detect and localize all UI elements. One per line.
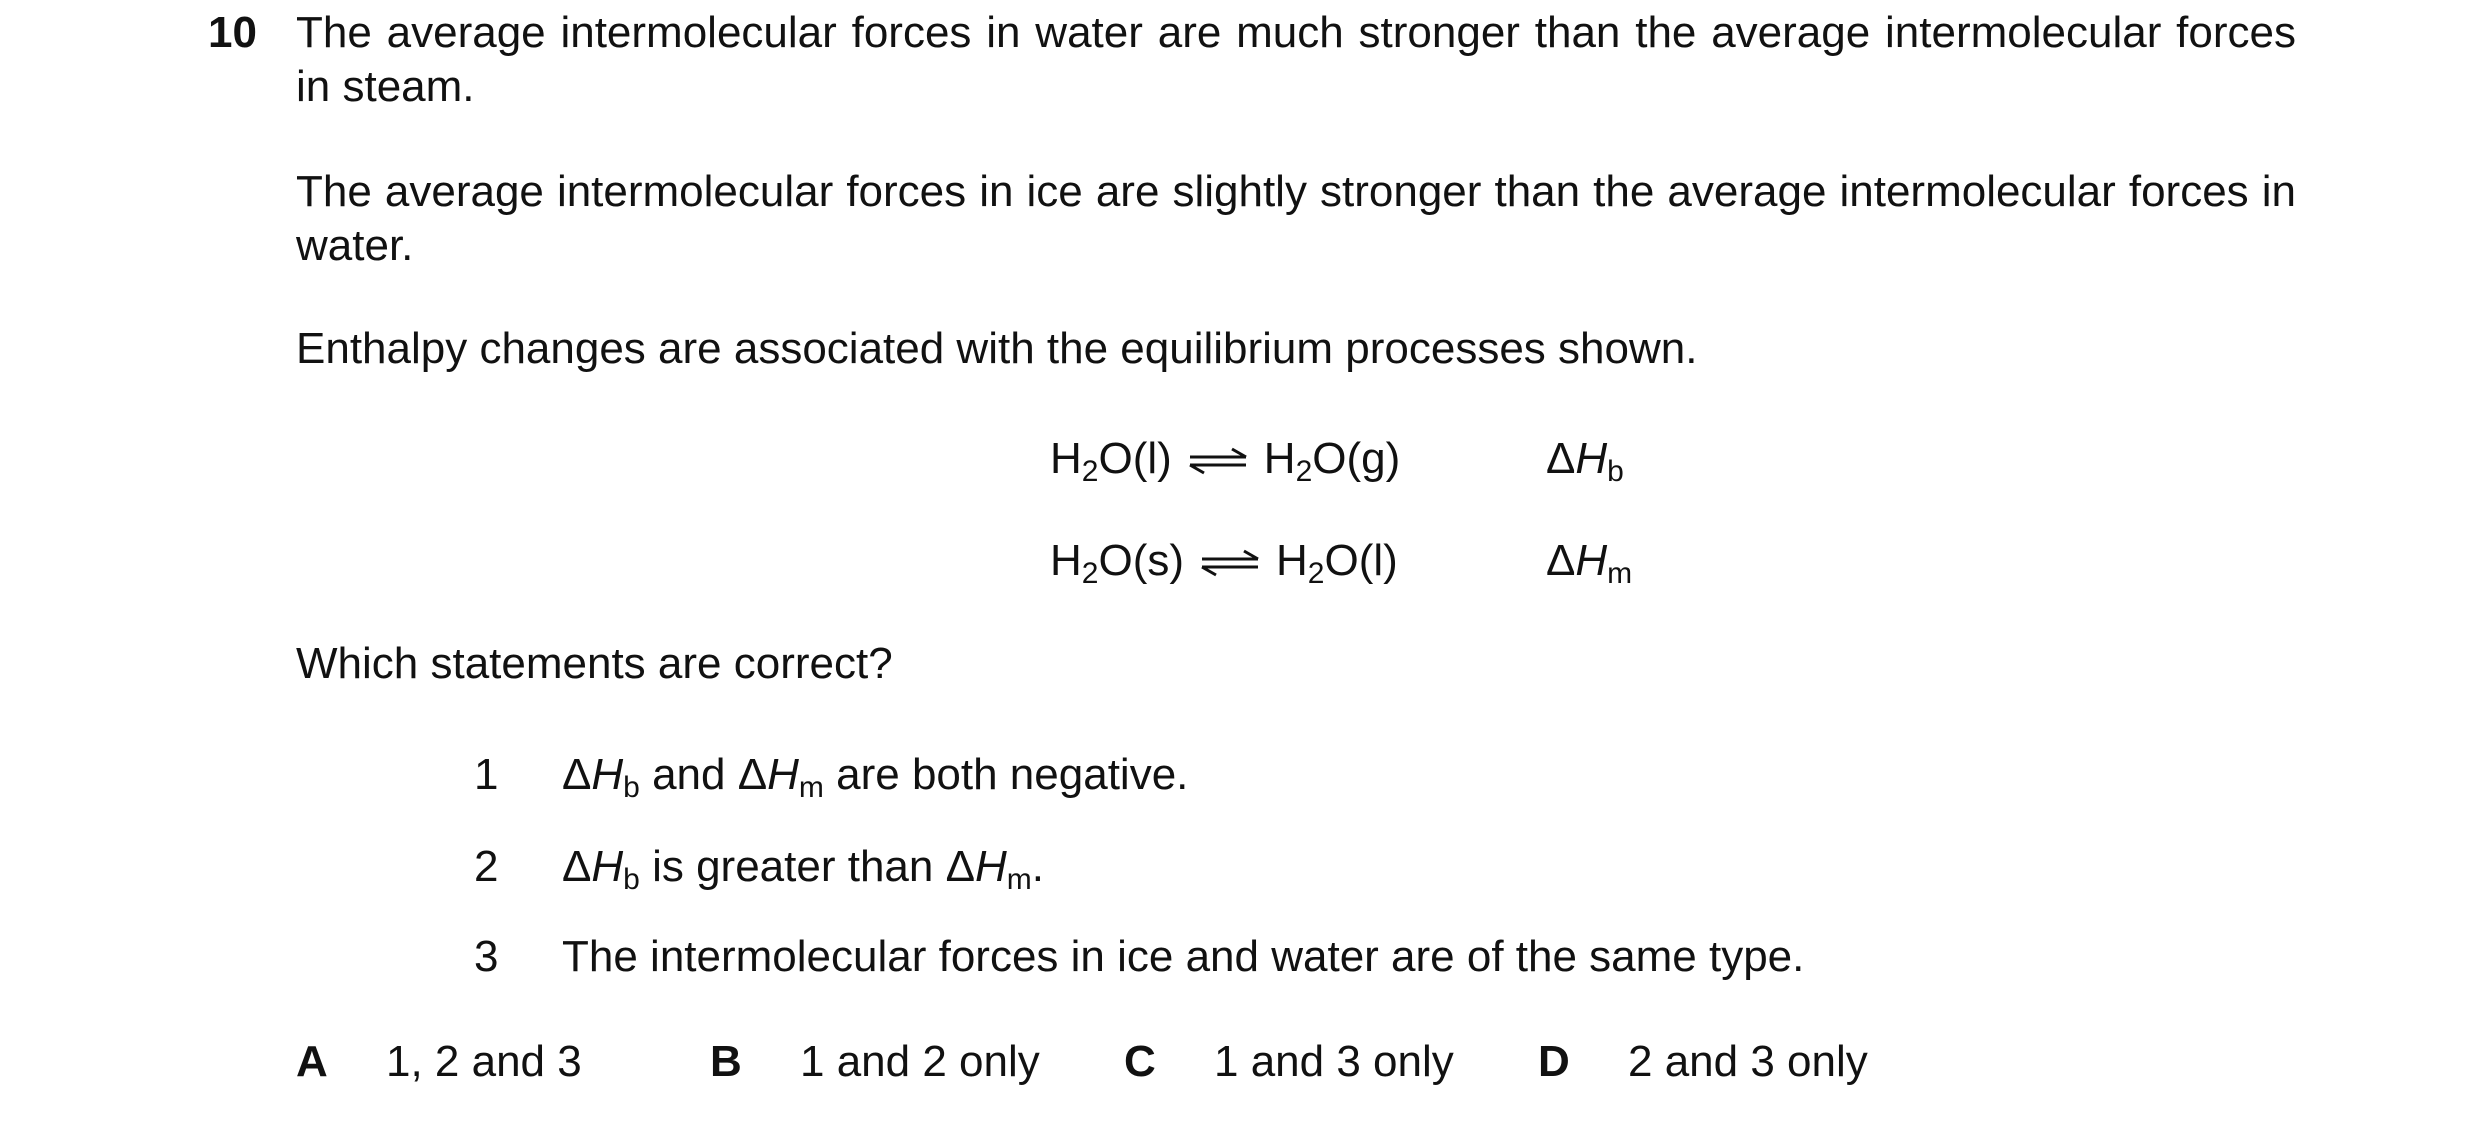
option-a-text[interactable]: 1, 2 and 3 <box>386 1037 582 1086</box>
option-a-letter[interactable]: A <box>296 1037 328 1086</box>
statement-number: 1 <box>474 750 499 799</box>
equilibrium-arrows-icon <box>1186 446 1250 476</box>
equilibrium-arrows-icon <box>1198 548 1262 578</box>
equation-2-rhs: $H_2O(l)$ <box>1276 536 1398 590</box>
statement-number: 2 <box>474 842 499 891</box>
question-prompt: Which statements are correct? <box>296 639 893 688</box>
option-c-letter[interactable]: C <box>1124 1037 1156 1086</box>
equation-2-lhs: $H_2O(s)$ <box>1050 536 1184 590</box>
option-d-letter[interactable]: D <box>1538 1037 1570 1086</box>
equation-1-rhs: $H_2O(g)$ <box>1263 434 1401 488</box>
equation-1-reaction <box>1050 432 1400 486</box>
question-paragraph-3: Enthalpy changes are associated with the equilibrium processes shown. <box>296 324 1698 373</box>
question-paragraph-2: The average intermolecular forces in ice are slightly stronger than the average intermolecular forces in water. <box>296 167 2296 270</box>
statement-number: 3 <box>474 932 499 981</box>
equation-2-reaction <box>1050 534 1398 588</box>
option-c-text[interactable]: 1 and 3 only <box>1214 1037 1454 1086</box>
option-b-text[interactable]: 1 and 2 only <box>800 1037 1040 1086</box>
question-paragraph-1: The average intermolecular forces in water are much stronger than the average intermolecular forces in steam. <box>296 8 2296 111</box>
equation-2-enthalpy: $\Delta H_m$ <box>1546 536 1633 590</box>
question-number: 10 <box>208 8 257 57</box>
option-b-letter[interactable]: B <box>710 1037 742 1086</box>
statement-text: $\Delta H_b$ is greater than $\Delta H_m$. <box>562 842 1044 896</box>
statement-text: The intermolecular forces in ice and water are of the same type. <box>562 932 1805 981</box>
equation-1-lhs: $H_2O(l)$ <box>1050 434 1172 488</box>
option-d-text[interactable]: 2 and 3 only <box>1628 1037 1868 1086</box>
statement-text: $\Delta H_b$ and $\Delta H_m$ are both negative. <box>562 750 1189 804</box>
equation-1-enthalpy: $\Delta H_b$ <box>1546 434 1624 488</box>
